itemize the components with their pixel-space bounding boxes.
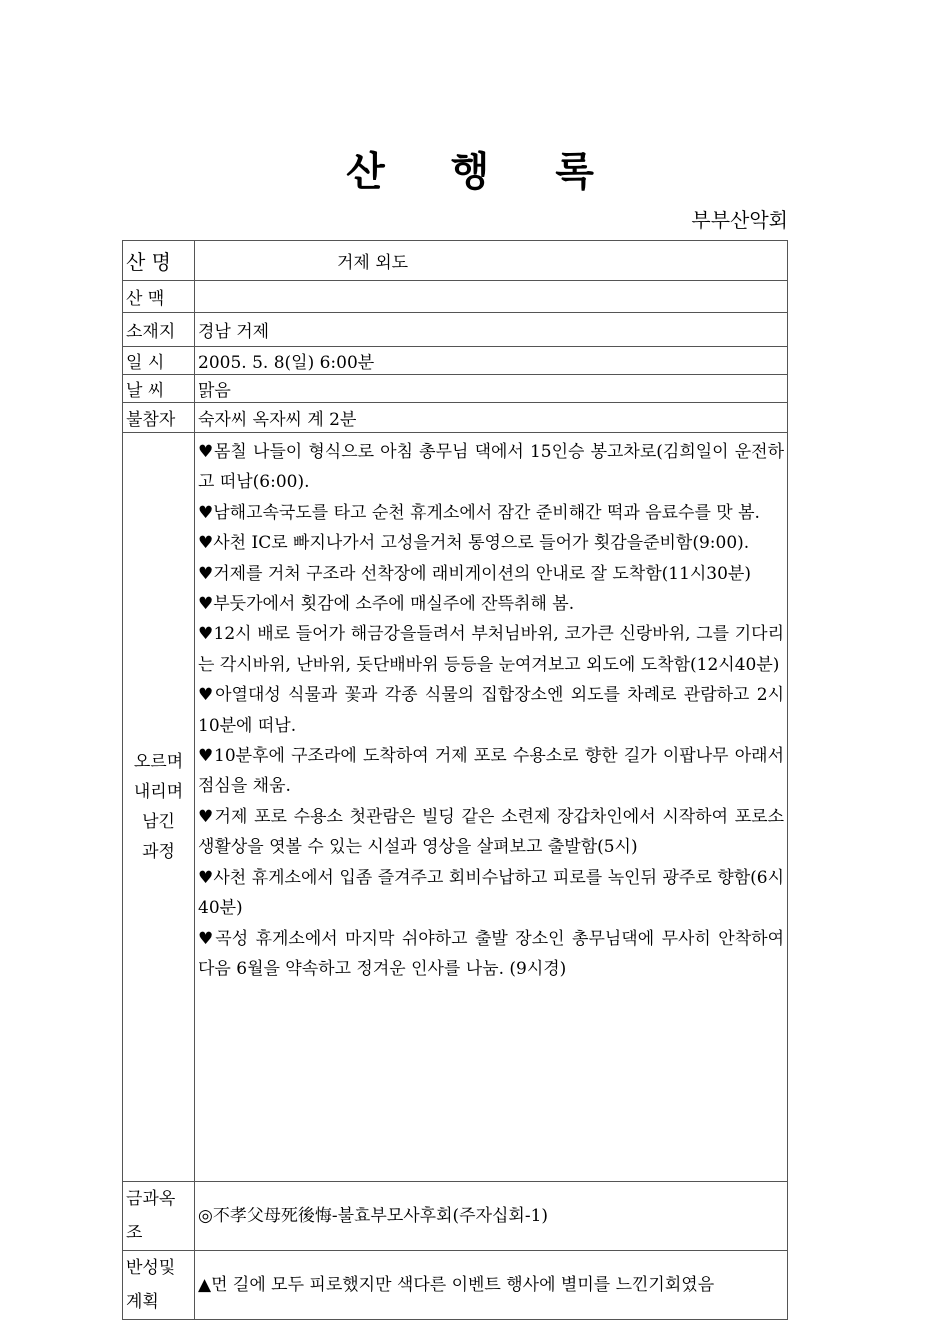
document-title: 산 행 록 (346, 148, 620, 195)
label-mountain: 산 명 (123, 241, 195, 281)
label-range: 산 맥 (123, 281, 195, 313)
value-range (195, 281, 788, 313)
value-saying: ◎不孝父母死後悔-불효부모사후회(주자십회-1) (195, 1182, 788, 1251)
row-location (123, 313, 788, 347)
process-item: ♥몸칠 나들이 형식으로 아침 총무님 댁에서 15인승 봉고차로(김희일이 운전하고 떠남(6:00). (198, 442, 784, 493)
label-weather: 날 씨 (123, 375, 195, 403)
row-date (123, 347, 788, 375)
label-process (123, 433, 195, 1182)
value-absent: 숙자씨 옥자씨 계 2분 (195, 403, 788, 433)
process-item: ♥곡성 휴게소에서 마지막 쉬야하고 출발 장소인 총무님댁에 무사히 안착하여 다음 6월을 약속하고 정겨운 인사를 나눔. (9시경) (198, 928, 784, 979)
label-process-line: 과정 (142, 842, 175, 862)
club-name: 부부산악회 (691, 208, 788, 232)
process-list (195, 433, 788, 1182)
value-mountain: 거제 외도 (195, 241, 788, 281)
row-range (123, 281, 788, 313)
process-item: ♥10분후에 구조라에 도착하여 거제 포로 수용소로 향한 길가 이팝나무 아래서 점심을 채움. (198, 746, 784, 797)
row-saying (123, 1182, 788, 1251)
label-saying: 금과옥조 (123, 1182, 195, 1251)
value-weather: 맑음 (195, 375, 788, 403)
process-item: ♥사천 휴게소에서 입좀 즐겨주고 회비수납하고 피로를 녹인뒤 광주로 향함(6시40분) (198, 867, 784, 919)
row-weather (123, 375, 788, 403)
label-location: 소재지 (123, 313, 195, 347)
process-item: ♥거제 포로 수용소 첫관람은 빌딩 같은 소련제 장갑차인에서 시작하여 포로소 생활상을 엿볼 수 있는 시설과 영상을 살펴보고 출발함(5시) (198, 806, 784, 858)
process-item: ♥남해고속국도를 타고 순천 휴게소에서 잠간 준비해간 떡과 음료수를 맛 봄. (198, 502, 760, 523)
label-process-line: 남긴 (142, 812, 175, 832)
label-review: 반성및계획 (123, 1251, 195, 1320)
label-date: 일 시 (123, 347, 195, 375)
value-date: 2005. 5. 8(일) 6:00분 (195, 347, 788, 375)
hiking-record-table (122, 240, 788, 1320)
row-mountain (123, 241, 788, 281)
process-item: ♥아열대성 식물과 꽃과 각종 식물의 집합장소엔 외도를 차례로 관람하고 2시10분에 떠남. (198, 685, 784, 736)
process-item: ♥사천 IC로 빠지나가서 고성을거처 통영으로 들어가 횟감을준비함(9:00). (198, 533, 750, 554)
label-process-line: 내리며 (133, 782, 184, 802)
label-process-line: 오르며 (133, 752, 184, 772)
process-item: ♥부둣가에서 횟감에 소주에 매실주에 잔뜩취해 봄. (198, 594, 575, 615)
process-item: ♥거제를 거처 구조라 선착장에 래비게이션의 안내로 잘 도착함(11시30분) (198, 563, 751, 584)
row-process (123, 433, 788, 1182)
value-location: 경남 거제 (195, 313, 788, 347)
row-absent (123, 403, 788, 433)
process-item: ♥12시 배로 들어가 해금강을들려서 부처님바위, 코가큰 신랑바위, 그를 기다리는 각시바위, 난바위, 돗단배바위 등등을 눈여겨보고 외도에 도착함(12시40분) (198, 624, 784, 675)
value-review: ▲먼 길에 모두 피로했지만 색다른 이벤트 행사에 별미를 느낀기회였음 (195, 1251, 788, 1320)
label-absent: 불참자 (123, 403, 195, 433)
row-review (123, 1251, 788, 1320)
